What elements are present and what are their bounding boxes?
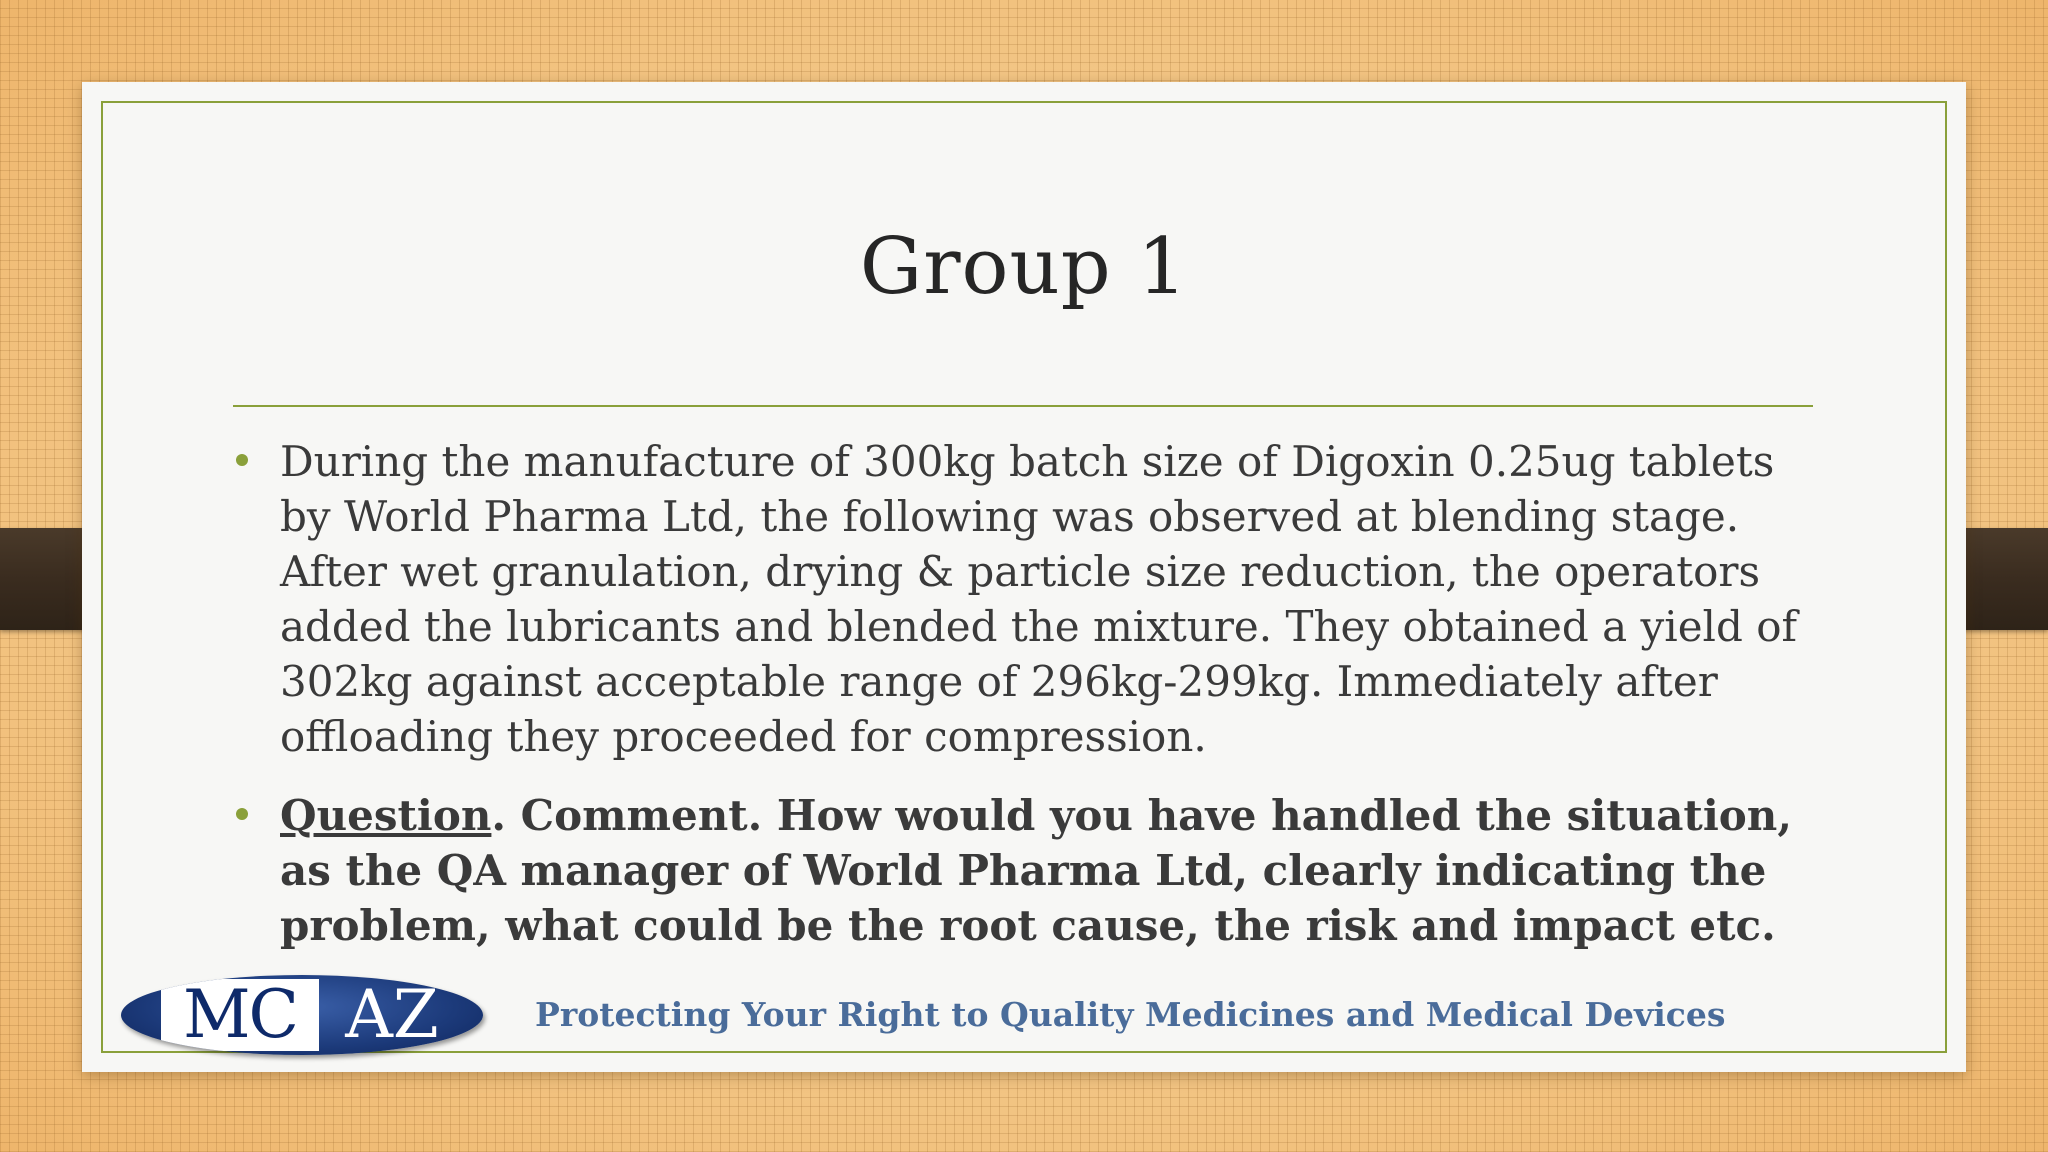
slide-title: Group 1 [859, 222, 1189, 312]
logo-az-text: AZ [345, 976, 439, 1053]
bullet-item-question [236, 788, 1826, 953]
bullet-dot-icon [236, 808, 248, 820]
question-text: . Comment. How would you have handled the situation, as the QA manager of World Pharma Ltd, clearly indicating the problem, what could be the root cause, the risk and impact etc. [280, 791, 1792, 950]
bullet-list [236, 434, 1826, 953]
bullet-dot-icon [236, 454, 248, 466]
bullet-item-scenario [236, 434, 1826, 764]
footer-tagline: Protecting Your Right to Quality Medicines and Medical Devices [535, 995, 1726, 1034]
slide-card [82, 82, 1966, 1072]
question-label: Question [280, 791, 492, 840]
logo-mc-text: MC [161, 979, 319, 1051]
scenario-text: During the manufacture of 300kg batch size of Digoxin 0.25ug tablets by World Pharma Ltd, the following was observed at blending stage. After wet granulation, drying & particle size reduction, the operators added the lubricants and blended the mixture. They obtained a yield of 302kg against acceptable range of 296kg-299kg. Immediately after offloading they proceeded for compression. [280, 437, 1798, 761]
mcaz-logo [121, 975, 483, 1055]
title-divider [233, 405, 1813, 407]
